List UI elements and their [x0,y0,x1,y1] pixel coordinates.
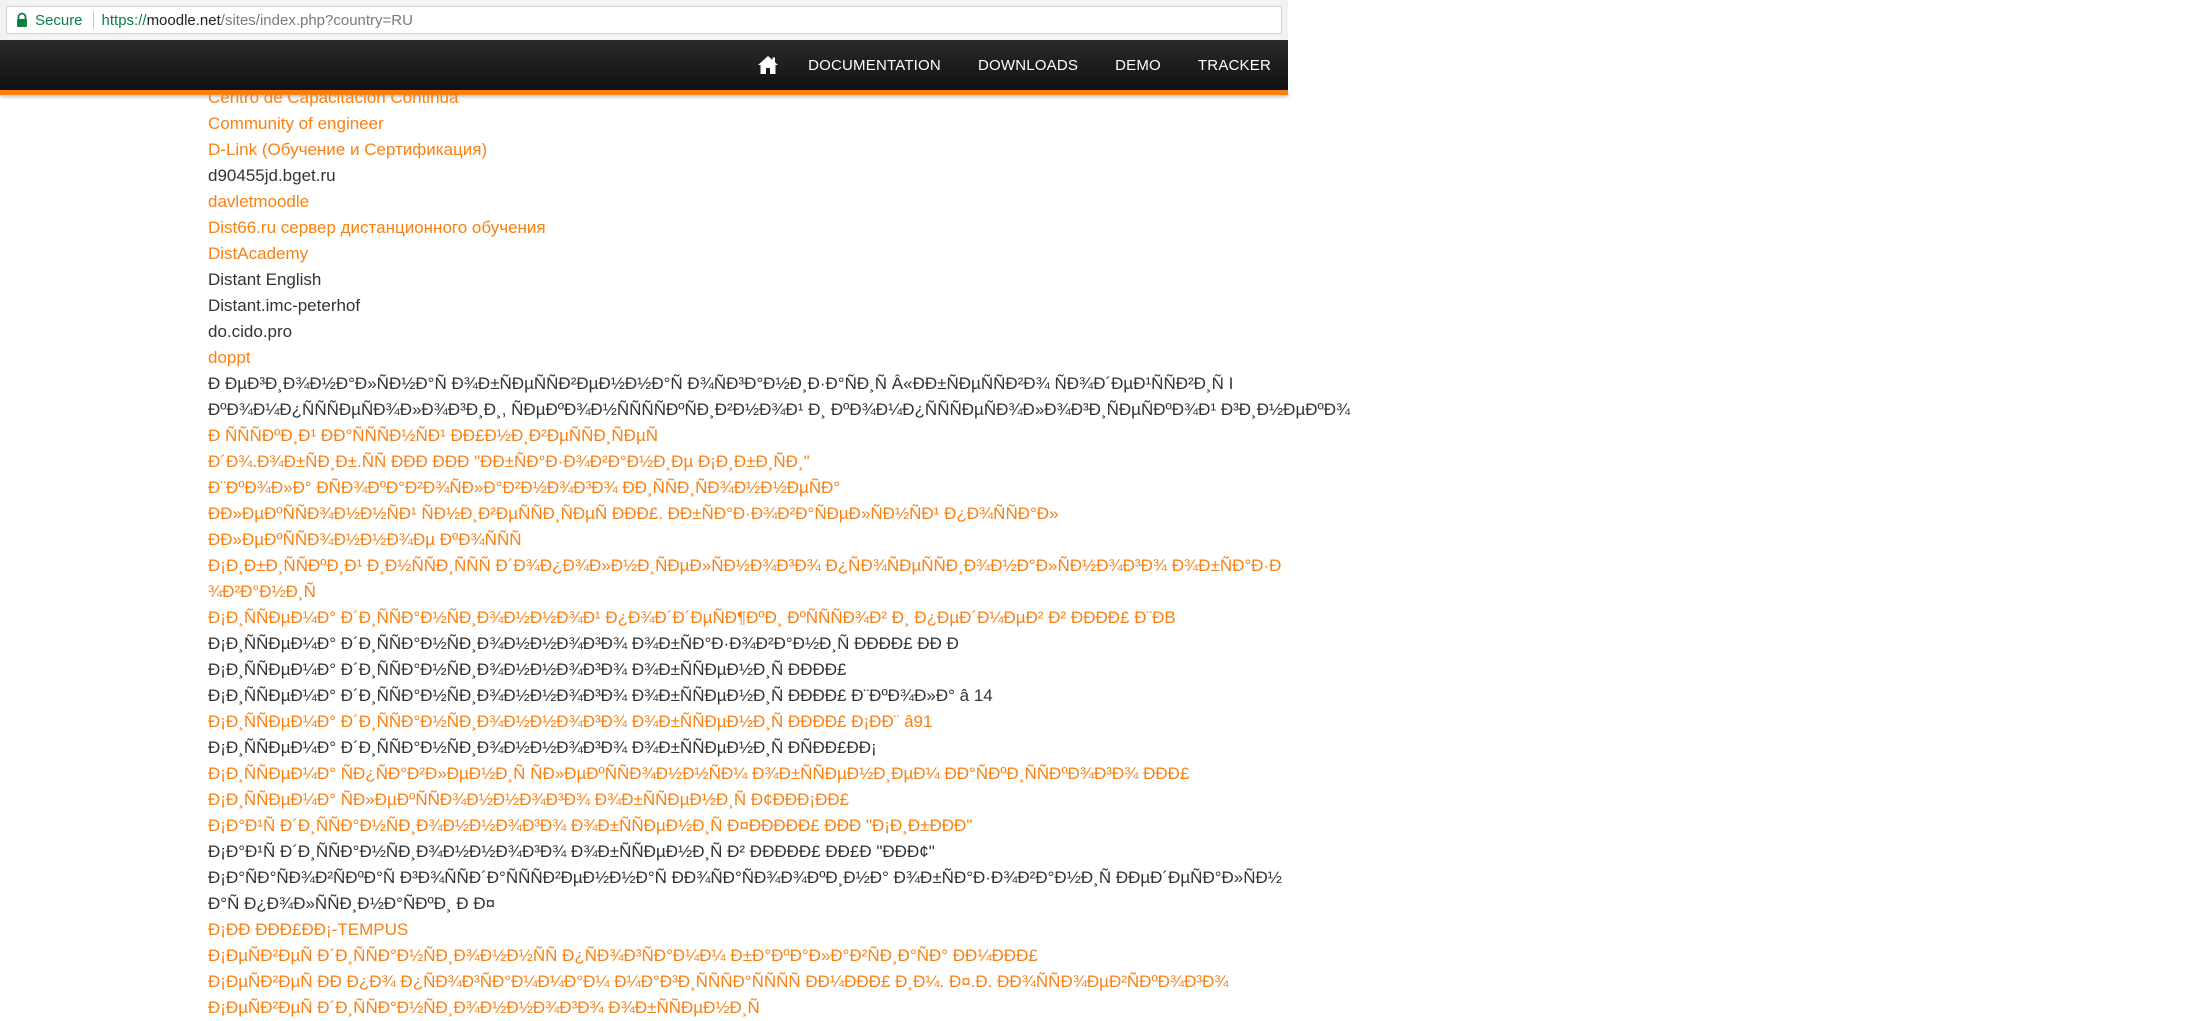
secure-label: Secure [35,11,83,29]
site-name: Ð ÐµÐ³Ð¸Ð¾Ð½Ð°Ð»ÑÐ½Ð°Ñ Ð¾Ð±ÑÐµÑÑÐ²ÐµÐ½Ð½Ð°Ñ Ð¾ÑÐ³Ð°Ð½Ð¸Ð·Ð°ÑÐ¸Ñ Â«ÐÐ±ÑÐµÑÑÐ²Ð¾ ÑÐ¾Ð´ÐµÐ¹ÑÑÐ²Ð¸Ñ I [208,374,1234,393]
url-path: /sites/index.php?country=RU [220,11,413,29]
site-name: Ð¡Ð°Ð¹Ñ Ð´Ð¸ÑÑÐ°Ð½ÑÐ¸Ð¾Ð½Ð½Ð¾Ð³Ð¾ Ð¾Ð±ÑÑÐµÐ½Ð¸Ñ Ð² ÐÐÐÐÐ£ ÐÐ£Ð "ÐÐÐ¢" [208,842,935,861]
site-list-item [208,423,2208,449]
site-list-item [208,683,2208,709]
site-name: Ð¡Ð¸ÑÑÐµÐ¼Ð° Ð´Ð¸ÑÑÐ°Ð½ÑÐ¸Ð¾Ð½Ð½Ð¾Ð³Ð¾ Ð¾Ð±ÑÑÐµÐ½Ð¸Ñ ÐÐÐÐ£ Ð¨ÐºÐ¾Ð»Ð° â 14 [208,686,993,705]
site-link[interactable]: ÐÐ»ÐµÐºÑÑÐ¾Ð½Ð½ÑÐ¹ ÑÐ½Ð¸Ð²ÐµÑÑÐ¸ÑÐµÑ ÐÐÐ£. ÐÐ±ÑÐ°Ð·Ð¾Ð²Ð°ÑÐµÐ»ÑÐ½ÑÐ¹ Ð¿Ð¾ÑÑÐ°Ð» [208,504,1059,523]
site-list-item [208,241,2208,267]
site-list-item [208,917,2208,943]
site-list-item [208,319,2208,345]
nav-tracker[interactable]: TRACKER [1197,56,1271,74]
site-link[interactable]: D-Link (Обучение и Сертификация) [208,140,488,159]
site-list-item [208,735,2208,761]
site-link[interactable]: ÐÐ»ÐµÐºÑÑÐ¾Ð½Ð½Ð¾Ðµ ÐºÐ¾ÑÑÑ [208,530,522,549]
browser-address-bar [0,0,1288,40]
site-link[interactable]: Centro de Capacitacion Continua [208,88,459,107]
site-link[interactable]: Ð¡Ð¸ÑÑÐµÐ¼Ð° ÑÐ¿ÑÐ°Ð²Ð»ÐµÐ½Ð¸Ñ ÑÐ»ÐµÐºÑÑÐ¾Ð½Ð½ÑÐ¼ Ð¾Ð±ÑÑÐµÐ½Ð¸ÐµÐ¼ ÐÐ°ÑÐºÐ¸ÑÑÐºÐ¾Ð³Ð¾ ÐÐÐ£ [208,764,1190,783]
site-link[interactable]: Ð¡ÐµÑÐ²ÐµÑ ÐÐ Ð¿Ð¾ Ð¿ÑÐ¾Ð³ÑÐ°Ð¼Ð¼Ð°Ð¼ Ð¼Ð°Ð³Ð¸ÑÑÑÐ°ÑÑÑÑ ÐÐ¼ÐÐÐ£ Ð¸Ð¼. Ð¤.Ð. ÐÐ¾ÑÑÐ¾ÐµÐ²ÑÐºÐ¾Ð³Ð¾ [208,972,1229,991]
site-list-item [208,787,2208,813]
site-list-item [208,943,2208,969]
home-icon[interactable] [757,55,779,75]
site-link[interactable]: DistAcademy [208,244,309,263]
site-list-item [208,85,2208,111]
nav-demo[interactable]: DEMO [1115,56,1161,74]
site-list-item [208,293,2208,319]
url-host: moodle.net [146,11,221,29]
site-link[interactable]: Ð¡Ð¸ÑÑÐµÐ¼Ð° Ð´Ð¸ÑÑÐ°Ð½ÑÐ¸Ð¾Ð½Ð½Ð¾Ð¹ Ð¿Ð¾Ð´Ð´ÐµÑÐ¶ÐºÐ¸ ÐºÑÑÑÐ¾Ð² Ð¸ Ð¿ÐµÐ´Ð¼ÐµÐ² Ð² ÐÐÐÐ£ Ð¨ÐB [208,608,1176,627]
site-list-item [208,761,2208,787]
nav-downloads[interactable]: DOWNLOADS [977,56,1079,74]
site-name: Ð¡Ð¸ÑÑÐµÐ¼Ð° Ð´Ð¸ÑÑÐ°Ð½ÑÐ¸Ð¾Ð½Ð½Ð¾Ð³Ð¾ Ð¾Ð±ÑÑÐµÐ½Ð¸Ñ ÐÐÐÐ£ [208,660,847,679]
site-list-item [208,163,2208,189]
site-link[interactable]: Ð¡Ð¸ÑÑÐµÐ¼Ð° Ð´Ð¸ÑÑÐ°Ð½ÑÐ¸Ð¾Ð½Ð½Ð¾Ð³Ð¾ Ð¾Ð±ÑÑÐµÐ½Ð¸Ñ ÐÐÐÐ£ Ð¡ÐÐ¨ â91 [208,712,933,731]
site-list-item [208,267,2208,293]
nav-menu [757,40,1271,90]
site-list-item [208,475,2208,501]
site-name: Distant.imc-peterhof [208,296,361,315]
site-link[interactable]: Ð¡Ð°Ð¹Ñ Ð´Ð¸ÑÑÐ°Ð½ÑÐ¸Ð¾Ð½Ð½Ð¾Ð³Ð¾ Ð¾Ð±ÑÑÐµÐ½Ð¸Ñ Ð¤ÐÐÐÐÐ£ ÐÐÐ "Ð¡Ð¸Ð±ÐÐÐ" [208,816,973,835]
site-link[interactable]: Ð¡ÐµÑÐ²ÐµÑ Ð´Ð¸ÑÑÐ°Ð½ÑÐ¸Ð¾Ð½Ð½Ð¾Ð³Ð¾ Ð¾Ð±ÑÑÐµÐ½Ð¸Ñ [208,998,760,1017]
site-list-item [208,969,2208,995]
site-name: Ð¡Ð¸ÑÑÐµÐ¼Ð° Ð´Ð¸ÑÑÐ°Ð½ÑÐ¸Ð¾Ð½Ð½Ð¾Ð³Ð¾ Ð¾Ð±ÑÑÐµÐ½Ð¸Ñ ÐÑÐÐ£ÐÐ¡ [208,738,877,757]
site-navbar [0,40,1288,90]
site-list-item [208,813,2208,839]
site-link[interactable]: Ð¡ÐÐ ÐÐÐ£ÐÐ¡-TEMPUS [208,920,409,939]
site-list-item [208,605,2208,631]
site-link[interactable]: Ð¡Ð¸Ð±Ð¸ÑÑÐºÐ¸Ð¹ Ð¸Ð½ÑÑÐ¸ÑÑÑ Ð´Ð¾Ð¿Ð¾Ð»Ð½Ð¸ÑÐµÐ»ÑÐ½Ð¾Ð³Ð¾ Ð¿ÑÐ¾ÑÐµÑÑÐ¸Ð¾Ð½Ð°Ð»ÑÐ½Ð¾Ð³Ð¾ Ð¾Ð±ÑÐ°Ð·Ð¾Ð²Ð°Ð½Ð¸Ñ [208,556,1282,601]
site-list-item [208,501,2208,527]
site-list-item [208,527,2208,553]
lock-icon [15,12,29,28]
site-link[interactable]: Ð´Ð¾.Ð¾Ð±ÑÐ¸Ð±.ÑÑ ÐÐÐ ÐÐÐ "ÐÐ±ÑÐ°Ð·Ð¾Ð²Ð°Ð½Ð¸Ðµ Ð¡Ð¸Ð±Ð¸ÑÐ¸" [208,452,810,471]
site-list-item [208,111,2208,137]
site-link[interactable]: Ð¡Ð¸ÑÑÐµÐ¼Ð° ÑÐ»ÐµÐºÑÑÐ¾Ð½Ð½Ð¾Ð³Ð¾ Ð¾Ð±ÑÑÐµÐ½Ð¸Ñ Ð¢ÐÐÐ¡ÐÐ£ [208,790,850,809]
site-link[interactable]: Community of engineer [208,114,384,133]
site-list-item [208,137,2208,163]
site-list-item [208,189,2208,215]
site-list-item [208,709,2208,735]
site-list-item [208,657,2208,683]
site-list [208,85,2208,1021]
site-list-item [208,839,2208,865]
site-name: d90455jd.bget.ru [208,166,336,185]
site-name: Ð¡Ð°ÑÐ°ÑÐ¾Ð²ÑÐºÐ°Ñ Ð³Ð¾ÑÑÐ´Ð°ÑÑÑÐ²ÐµÐ½Ð½Ð°Ñ ÐÐ¾ÑÐ°ÑÐ¾Ð¾ÐºÐ¸Ð½Ð° Ð¾Ð±ÑÐ°Ð·Ð¾Ð²Ð°Ð½Ð¸Ñ ÐÐµÐ´ÐµÑÐ°Ð»ÑÐ½Ð°Ñ Ð¿Ð¾Ð»ÑÑÐ¸Ð½Ð°ÑÐºÐ¸ Ð Ð¤ [208,868,1282,913]
site-link[interactable]: Ð ÑÑÑÐºÐ¸Ð¹ ÐÐ°ÑÑÑÐ½ÑÐ¹ ÐÐ£Ð½Ð¸Ð²ÐµÑÑÐ¸ÑÐµÑ [208,426,659,445]
site-list-item [208,371,2208,397]
site-name: ÐºÐ¾Ð¼Ð¿ÑÑÑÐµÑÐ¾Ð»Ð¾Ð³Ð¸Ð¸, ÑÐµÐºÐ¾Ð½ÑÑÑÑÐºÑÐ¸Ð²Ð½Ð¾Ð¹ Ð¸ ÐºÐ¾Ð¼Ð¿ÑÑÑÐµÑÐ¾Ð»Ð¾Ð³Ð¸ÑÐµÑÐºÐ¾Ð¹ Ð³Ð¸Ð½ÐµÐºÐ¾ [208,400,1351,419]
site-list-item [208,631,2208,657]
sites-content [208,88,1351,1017]
site-list-item [208,995,2208,1021]
nav-documentation[interactable]: DOCUMENTATION [808,56,941,74]
site-list-item [208,215,2208,241]
site-link[interactable]: Ð¡ÐµÑÐ²ÐµÑ Ð´Ð¸ÑÑÐ°Ð½ÑÐ¸Ð¾Ð½Ð½ÑÑ Ð¿ÑÐ¾Ð³ÑÐ°Ð¼Ð¼ Ð±Ð°ÐºÐ°Ð»Ð°Ð²ÑÐ¸Ð°ÑÐ° ÐÐ¼ÐÐÐ£ [208,946,1038,965]
site-name: do.cido.pro [208,322,293,341]
site-link[interactable]: Ð¨ÐºÐ¾Ð»Ð° ÐÑÐ¾ÐºÐ°Ð²Ð¾ÑÐ»Ð°Ð²Ð½Ð¾Ð³Ð¾ ÐÐ¸ÑÑÐ¸ÑÐ¾Ð½Ð½ÐµÑÐ° [208,478,841,497]
site-list-item [208,397,2208,423]
site-list-item [208,553,1288,605]
site-list-item [208,449,2208,475]
url-separator [93,11,94,29]
url-field[interactable] [6,6,1282,34]
site-link[interactable]: doppt [208,348,251,367]
url-scheme: https:// [101,11,147,29]
site-name: Distant English [208,270,322,289]
site-list-item [208,865,1288,917]
site-link[interactable]: davletmoodle [208,192,310,211]
site-name: Ð¡Ð¸ÑÑÐµÐ¼Ð° Ð´Ð¸ÑÑÐ°Ð½ÑÐ¸Ð¾Ð½Ð½Ð¾Ð³Ð¾ Ð¾Ð±ÑÐ°Ð·Ð¾Ð²Ð°Ð½Ð¸Ñ ÐÐÐÐ£ ÐÐ Ð [208,634,959,653]
site-list-item [208,345,2208,371]
site-link[interactable]: Dist66.ru сервер дистанционного обучения [208,218,546,237]
